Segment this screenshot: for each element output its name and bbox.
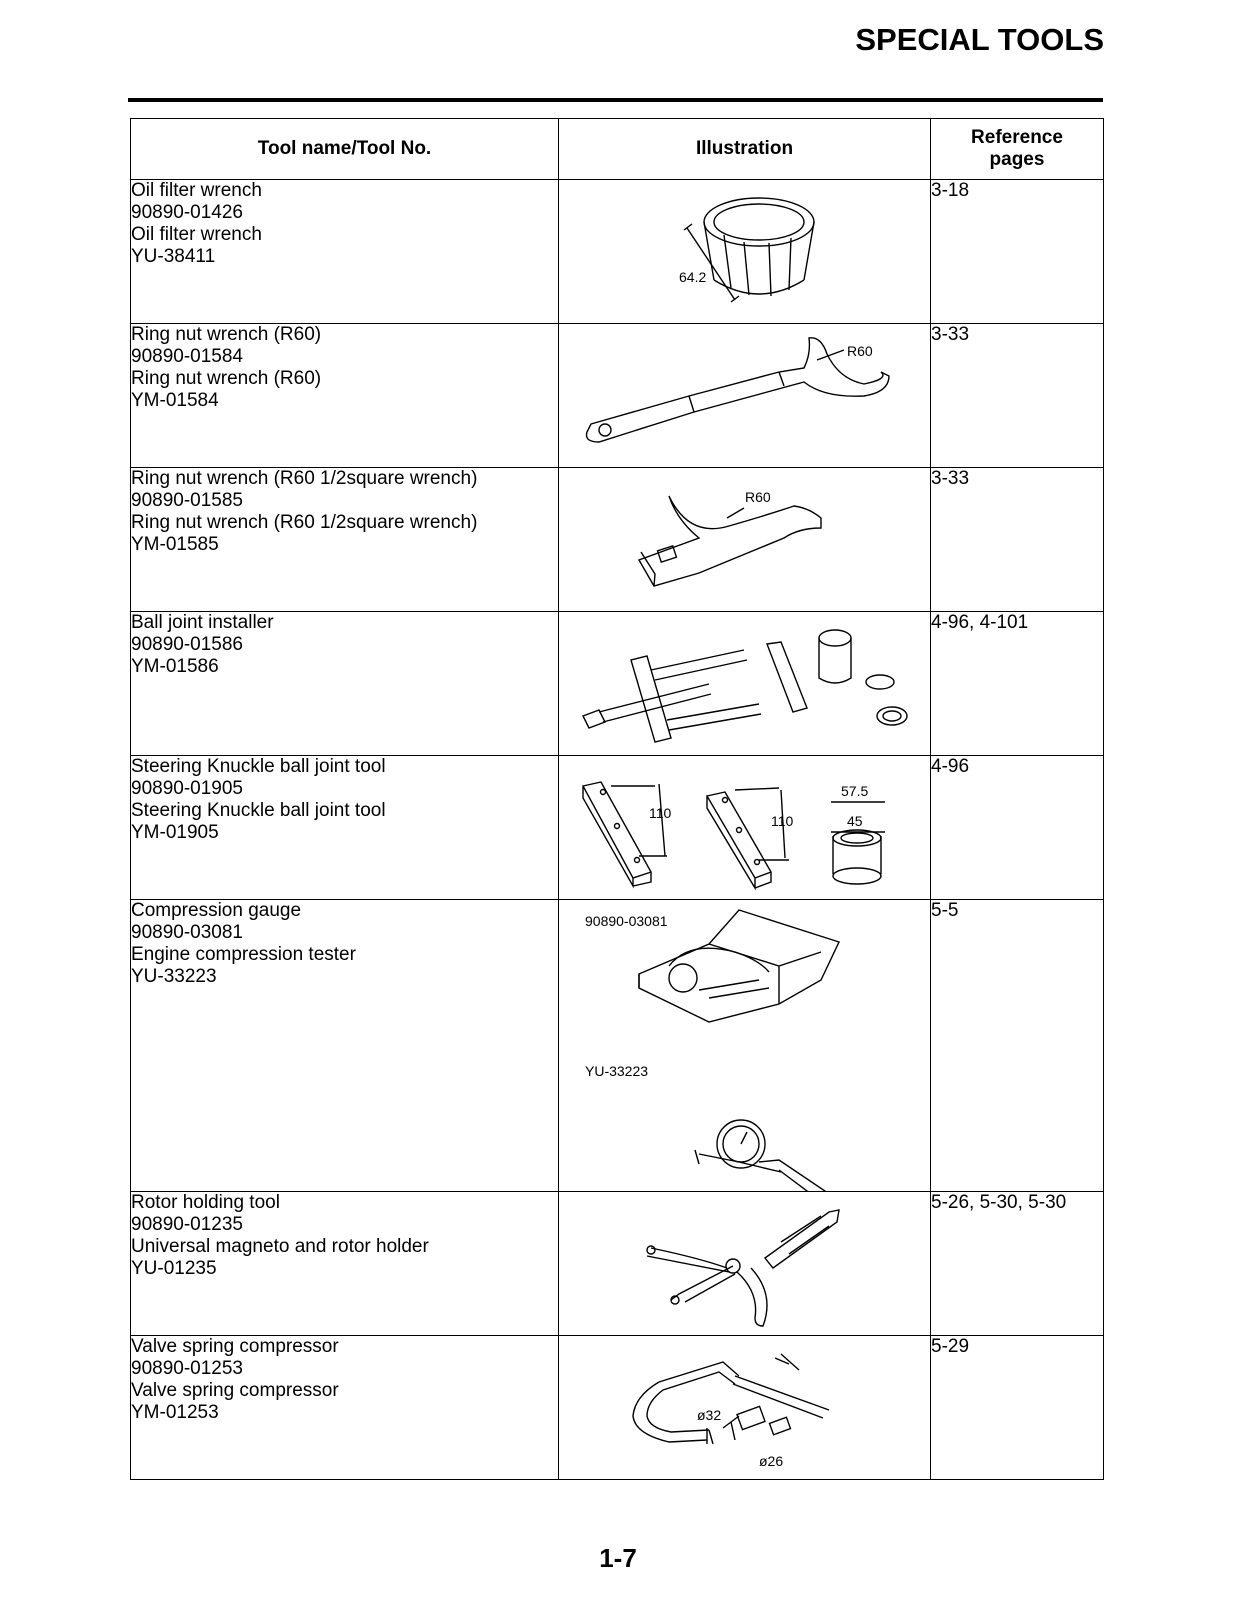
- dimension-label: 45: [847, 813, 863, 829]
- tool-line: 90890-01905: [131, 778, 243, 799]
- dimension-label: 57.5: [841, 783, 869, 799]
- tool-line: Ring nut wrench (R60): [131, 368, 322, 389]
- illustration-cell: [559, 612, 931, 756]
- dimension-label: R60: [745, 489, 771, 505]
- header-illustration: Illustration: [559, 119, 931, 180]
- table-row: [131, 468, 1104, 612]
- table-row: [131, 900, 1104, 1192]
- tool-name-cell: [131, 1192, 559, 1336]
- table-row: [131, 1336, 1104, 1480]
- dimension-label: ø32: [697, 1407, 722, 1423]
- tool-line: YM-01585: [131, 534, 219, 555]
- tool-line: 90890-01584: [131, 346, 243, 367]
- tool-name-cell: [131, 756, 559, 900]
- reference-cell: 3-18: [931, 180, 1104, 324]
- page-number: 1-7: [599, 1543, 637, 1573]
- square-ring-nut-wrench-illustration: [559, 468, 931, 611]
- reference-cell: 5-29: [931, 1336, 1104, 1480]
- illustration-cell: [559, 1336, 931, 1480]
- illustration-cell: [559, 900, 931, 1192]
- header-reference-pages: [931, 119, 1104, 180]
- reference-cell: 5-26, 5-30, 5-30: [931, 1192, 1104, 1336]
- tool-line: YM-01584: [131, 390, 219, 411]
- compression-gauge-illustration: [559, 900, 931, 1191]
- tool-line: Valve spring compressor: [131, 1380, 339, 1401]
- reference-cell: 5-5: [931, 900, 1104, 1192]
- tool-name-cell: [131, 324, 559, 468]
- oil-filter-wrench-illustration: [559, 180, 931, 323]
- reference-cell: 3-33: [931, 324, 1104, 468]
- tool-line: 90890-01585: [131, 490, 243, 511]
- tool-line: Ball joint installer: [131, 612, 274, 633]
- tool-line: Steering Knuckle ball joint tool: [131, 756, 386, 777]
- dimension-label: 64.2: [679, 269, 707, 285]
- tool-line: Ring nut wrench (R60 1/2square wrench): [131, 512, 478, 533]
- tool-line: Steering Knuckle ball joint tool: [131, 800, 386, 821]
- rotor-holding-tool-illustration: [559, 1192, 931, 1335]
- tool-line: YU-38411: [131, 246, 216, 267]
- illustration-cell: [559, 180, 931, 324]
- tool-line: 90890-01426: [131, 202, 243, 223]
- tool-line: Ring nut wrench (R60 1/2square wrench): [131, 468, 478, 489]
- tool-name-cell: [131, 900, 559, 1192]
- part-number-label: 90890-03081: [585, 913, 668, 929]
- illustration-cell: [559, 324, 931, 468]
- tool-line: Oil filter wrench: [131, 224, 262, 245]
- tool-line: YM-01905: [131, 822, 219, 843]
- tool-line: 90890-03081: [131, 922, 243, 943]
- reference-cell: 3-33: [931, 468, 1104, 612]
- dimension-label: 110: [649, 805, 672, 821]
- steering-knuckle-tool-illustration: [559, 756, 931, 899]
- table-row: [131, 180, 1104, 324]
- tool-line: YM-01253: [131, 1402, 219, 1423]
- tool-line: Rotor holding tool: [131, 1192, 280, 1213]
- tool-line: 90890-01253: [131, 1358, 243, 1379]
- dimension-label: 110: [771, 813, 794, 829]
- part-number-label: YU-33223: [585, 1063, 649, 1079]
- illustration-cell: [559, 1192, 931, 1336]
- page-title: SPECIAL TOOLS: [855, 22, 1104, 57]
- tool-line: Valve spring compressor: [131, 1336, 339, 1357]
- tool-line: Oil filter wrench: [131, 180, 262, 201]
- table-row: [131, 324, 1104, 468]
- ring-nut-wrench-illustration: [559, 324, 931, 467]
- reference-cell: 4-96, 4-101: [931, 612, 1104, 756]
- tool-line: Compression gauge: [131, 900, 302, 921]
- tool-name-cell: [131, 468, 559, 612]
- valve-spring-compressor-illustration: [559, 1336, 931, 1479]
- illustration-cell: [559, 468, 931, 612]
- tool-line: YU-01235: [131, 1258, 217, 1279]
- header-ref-line1: Reference: [971, 127, 1063, 148]
- header-tool-name: Tool name/Tool No.: [131, 119, 559, 180]
- tool-line: Engine compression tester: [131, 944, 356, 965]
- table-row: [131, 756, 1104, 900]
- dimension-label: R60: [847, 343, 873, 359]
- tool-line: 90890-01586: [131, 634, 243, 655]
- illustration-cell: [559, 756, 931, 900]
- ball-joint-installer-illustration: [559, 612, 931, 755]
- dimension-label: ø26: [759, 1453, 784, 1469]
- tool-line: Universal magneto and rotor holder: [131, 1236, 429, 1257]
- table-row: [131, 612, 1104, 756]
- tool-line: 90890-01235: [131, 1214, 243, 1235]
- title-rule: [128, 98, 1103, 102]
- header-ref-line2: pages: [989, 149, 1045, 170]
- tool-name-cell: [131, 1336, 559, 1480]
- table-row: [131, 1192, 1104, 1336]
- reference-cell: 4-96: [931, 756, 1104, 900]
- tool-line: YU-33223: [131, 966, 217, 987]
- tool-line: YM-01586: [131, 656, 219, 677]
- tool-name-cell: [131, 180, 559, 324]
- special-tools-table: [130, 118, 1104, 1480]
- tool-name-cell: [131, 612, 559, 756]
- tool-line: Ring nut wrench (R60): [131, 324, 322, 345]
- table-header-row: [131, 119, 1104, 180]
